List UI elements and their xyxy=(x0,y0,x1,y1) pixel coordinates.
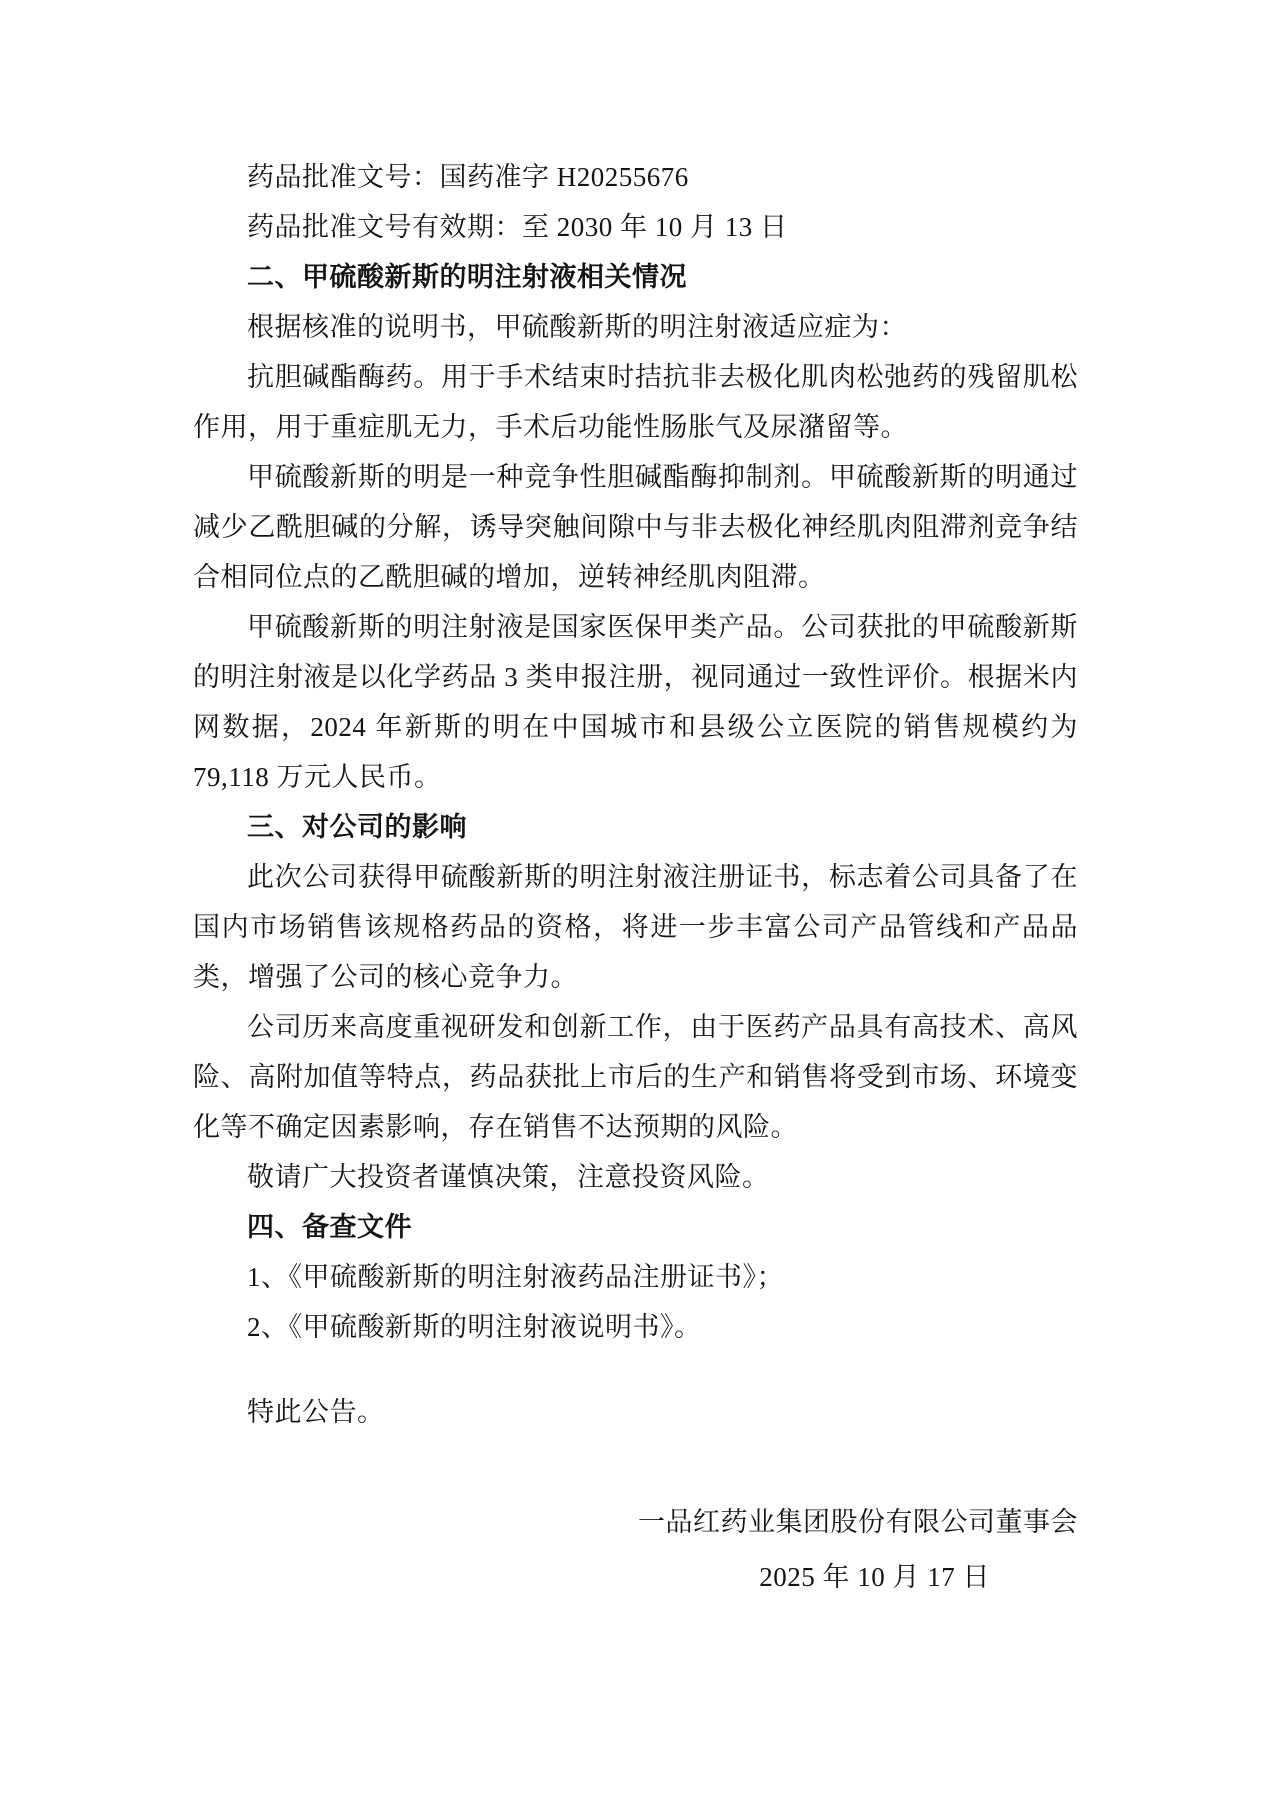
document-body xyxy=(193,152,1078,1602)
section2-paragraph: 抗胆碱酯酶药。用于手术结束时拮抗非去极化肌肉松弛药的残留肌松作用，用于重症肌无力，手术后功能性肠胀气及尿潴留等。 xyxy=(193,362,1078,442)
section2-paragraph: 根据核准的说明书，甲硫酸新斯的明注射液适应症为： xyxy=(247,312,907,342)
section2-paragraph: 甲硫酸新斯的明是一种竞争性胆碱酯酶抑制剂。甲硫酸新斯的明通过减少乙酰胆碱的分解，诱导突触间隙中与非去极化神经肌肉阻滞剂竞争结合相同位点的乙酰胆碱的增加，逆转神经肌肉阻滞。 xyxy=(193,462,1078,592)
section3-paragraph: 敬请广大投资者谨慎决策，注意投资风险。 xyxy=(247,1162,770,1192)
section-heading-3: 三、对公司的影响 xyxy=(247,812,467,842)
section-heading-2: 二、甲硫酸新斯的明注射液相关情况 xyxy=(247,262,687,292)
signature-company: 一品红药业集团股份有限公司董事会 xyxy=(638,1507,1078,1537)
closing-line: 特此公告。 xyxy=(247,1397,385,1427)
signature-block xyxy=(193,1497,1078,1602)
license-validity-line: 药品批准文号有效期：至 2030 年 10 月 13 日 xyxy=(247,212,788,242)
section3-paragraph: 公司历来高度重视研发和创新工作，由于医药产品具有高技术、高风险、高附加值等特点，药品获批上市后的生产和销售将受到市场、环境变化等不确定因素影响，存在销售不达预期的风险。 xyxy=(193,1012,1078,1142)
section2-paragraph: 甲硫酸新斯的明注射液是国家医保甲类产品。公司获批的甲硫酸新斯的明注射液是以化学药品 3 类申报注册，视同通过一致性评价。根据米内网数据，2024 年新斯的明在中国城市和县级公立医院的销售规模约为 79,118 万元人民币。 xyxy=(193,612,1078,792)
signature-date: 2025 年 10 月 17 日 xyxy=(759,1562,990,1592)
section3-paragraph: 此次公司获得甲硫酸新斯的明注射液注册证书，标志着公司具备了在国内市场销售该规格药品的资格，将进一步丰富公司产品管线和产品品类，增强了公司的核心竞争力。 xyxy=(193,862,1078,992)
section-heading-4: 四、备查文件 xyxy=(247,1212,412,1242)
license-number-line: 药品批准文号：国药准字 H20255676 xyxy=(247,162,689,192)
reference-document-item: 2、《甲硫酸新斯的明注射液说明书》。 xyxy=(247,1312,702,1342)
reference-document-item: 1、《甲硫酸新斯的明注射液药品注册证书》； xyxy=(247,1262,784,1292)
